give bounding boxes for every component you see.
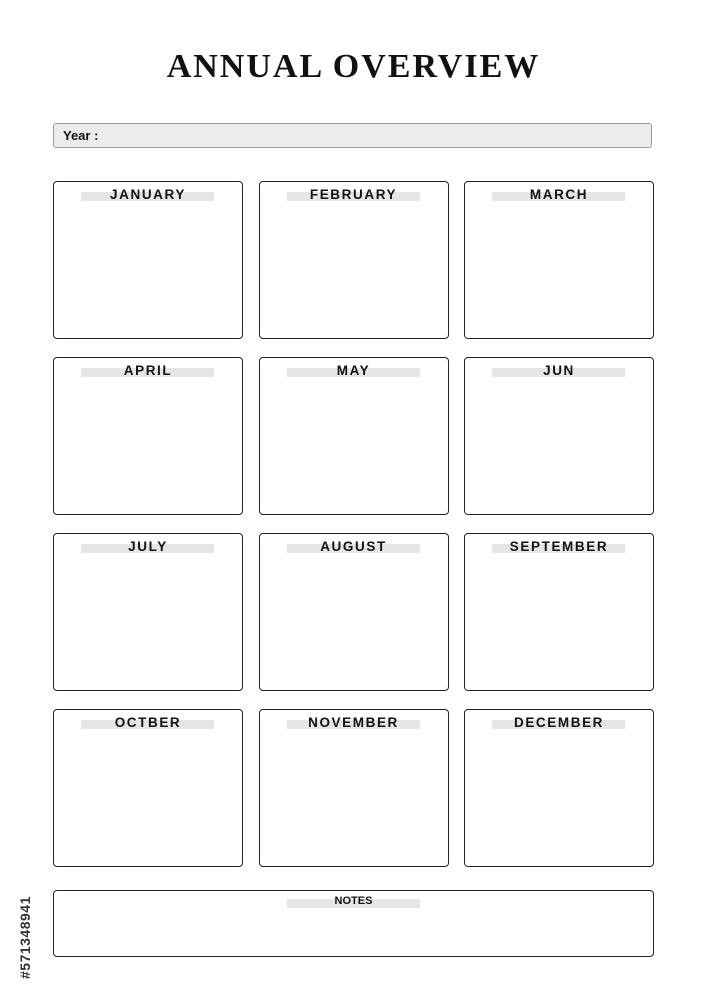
notes-box[interactable]: [53, 890, 654, 957]
stock-id-text: #571348941: [17, 896, 33, 979]
month-label: OCTBER: [114, 715, 182, 730]
month-label: MARCH: [529, 187, 589, 202]
month-box-june[interactable]: [464, 357, 654, 515]
stock-id: [13, 767, 35, 982]
month-box-april[interactable]: [53, 357, 243, 515]
month-box-january[interactable]: [53, 181, 243, 339]
month-box-august[interactable]: [259, 533, 449, 691]
month-label: JUN: [543, 363, 575, 378]
month-label: JANUARY: [110, 187, 186, 202]
month-label: AUGUST: [320, 539, 387, 554]
month-box-december[interactable]: [464, 709, 654, 867]
month-box-september[interactable]: [464, 533, 654, 691]
month-box-february[interactable]: [259, 181, 449, 339]
month-label: DECEMBER: [513, 715, 605, 730]
month-box-july[interactable]: [53, 533, 243, 691]
month-box-october[interactable]: [53, 709, 243, 867]
month-label: JULY: [128, 539, 168, 554]
month-box-november[interactable]: [259, 709, 449, 867]
month-label: NOVEMBER: [308, 715, 399, 730]
notes-label: NOTES: [334, 895, 373, 907]
month-label: SEPTEMBER: [509, 539, 609, 554]
stock-id-svg: [13, 767, 35, 982]
month-box-march[interactable]: [464, 181, 654, 339]
year-field[interactable]: [53, 123, 652, 148]
month-label: APRIL: [123, 363, 173, 378]
page-title: ANNUAL OVERVIEW: [166, 48, 541, 85]
year-label: Year :: [63, 128, 99, 143]
month-label: FEBRUARY: [309, 187, 398, 202]
month-box-may[interactable]: [259, 357, 449, 515]
month-label: MAY: [336, 363, 371, 378]
months-grid: [53, 181, 654, 867]
